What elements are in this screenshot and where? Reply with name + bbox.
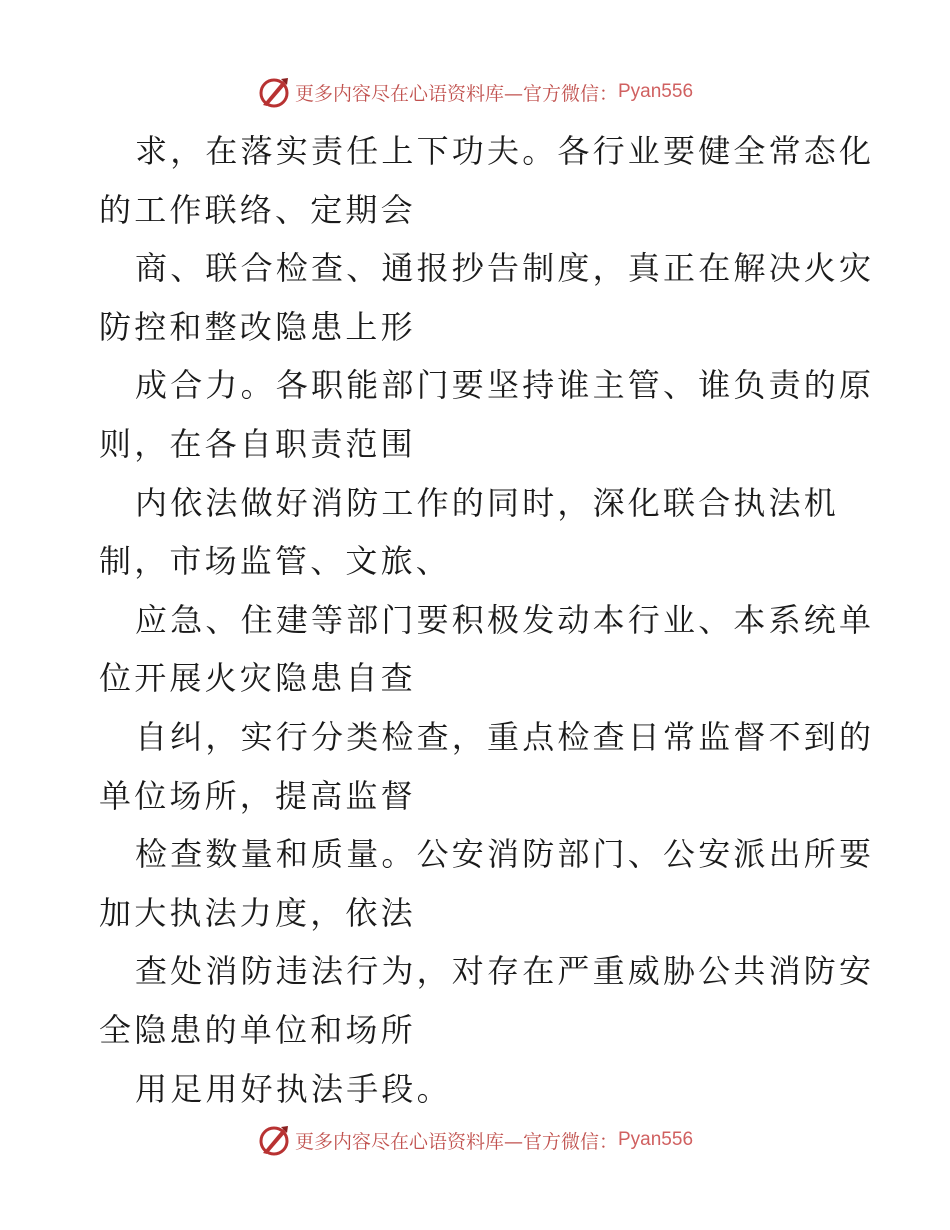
text-line: 的工作联络、定期会	[99, 190, 416, 229]
document-body	[99, 122, 875, 1118]
text-line: 用足用好执法手段。	[135, 1069, 452, 1108]
footer-watermark-banner	[0, 1120, 950, 1160]
text-line: 检查数量和质量。公安消防部门、公安派出所要	[135, 835, 875, 874]
text-line: 位开展火灾隐患自查	[99, 659, 416, 698]
text-line: 则，在各自职责范围	[99, 424, 416, 463]
header-watermark-banner	[0, 72, 950, 112]
text-line: 应急、住建等部门要积极发动本行业、本系统单	[135, 600, 875, 639]
text-line: 自纠，实行分类检查，重点检查日常监督不到的	[135, 717, 875, 756]
banner-account: Pyan556	[618, 81, 694, 102]
text-line: 商、联合检查、通报抄告制度，真正在解决火灾	[135, 249, 875, 288]
banner-text: 更多内容尽在心语资料库—官方微信：	[294, 82, 618, 105]
quill-pen-logo-icon	[257, 1123, 291, 1157]
text-line: 求，在落实责任上下功夫。各行业要健全常态化	[135, 132, 875, 170]
text-line: 加大执法力度，依法	[99, 893, 416, 932]
text-line: 内依法做好消防工作的同时，深化联合执法机	[135, 483, 840, 522]
text-line: 成合力。各职能部门要坚持谁主管、谁负责的原	[135, 366, 875, 405]
text-line: 查处消防违法行为，对存在严重威胁公共消防安	[135, 952, 875, 991]
banner-account: Pyan556	[618, 1129, 694, 1150]
text-line: 单位场所，提高监督	[99, 776, 416, 815]
quill-pen-logo-icon	[257, 75, 291, 109]
text-line: 制，市场监管、文旅、	[99, 542, 452, 581]
text-line: 防控和整改隐患上形	[99, 307, 416, 346]
text-line: 全隐患的单位和场所	[99, 1010, 416, 1049]
banner-text: 更多内容尽在心语资料库—官方微信：	[294, 1130, 618, 1153]
